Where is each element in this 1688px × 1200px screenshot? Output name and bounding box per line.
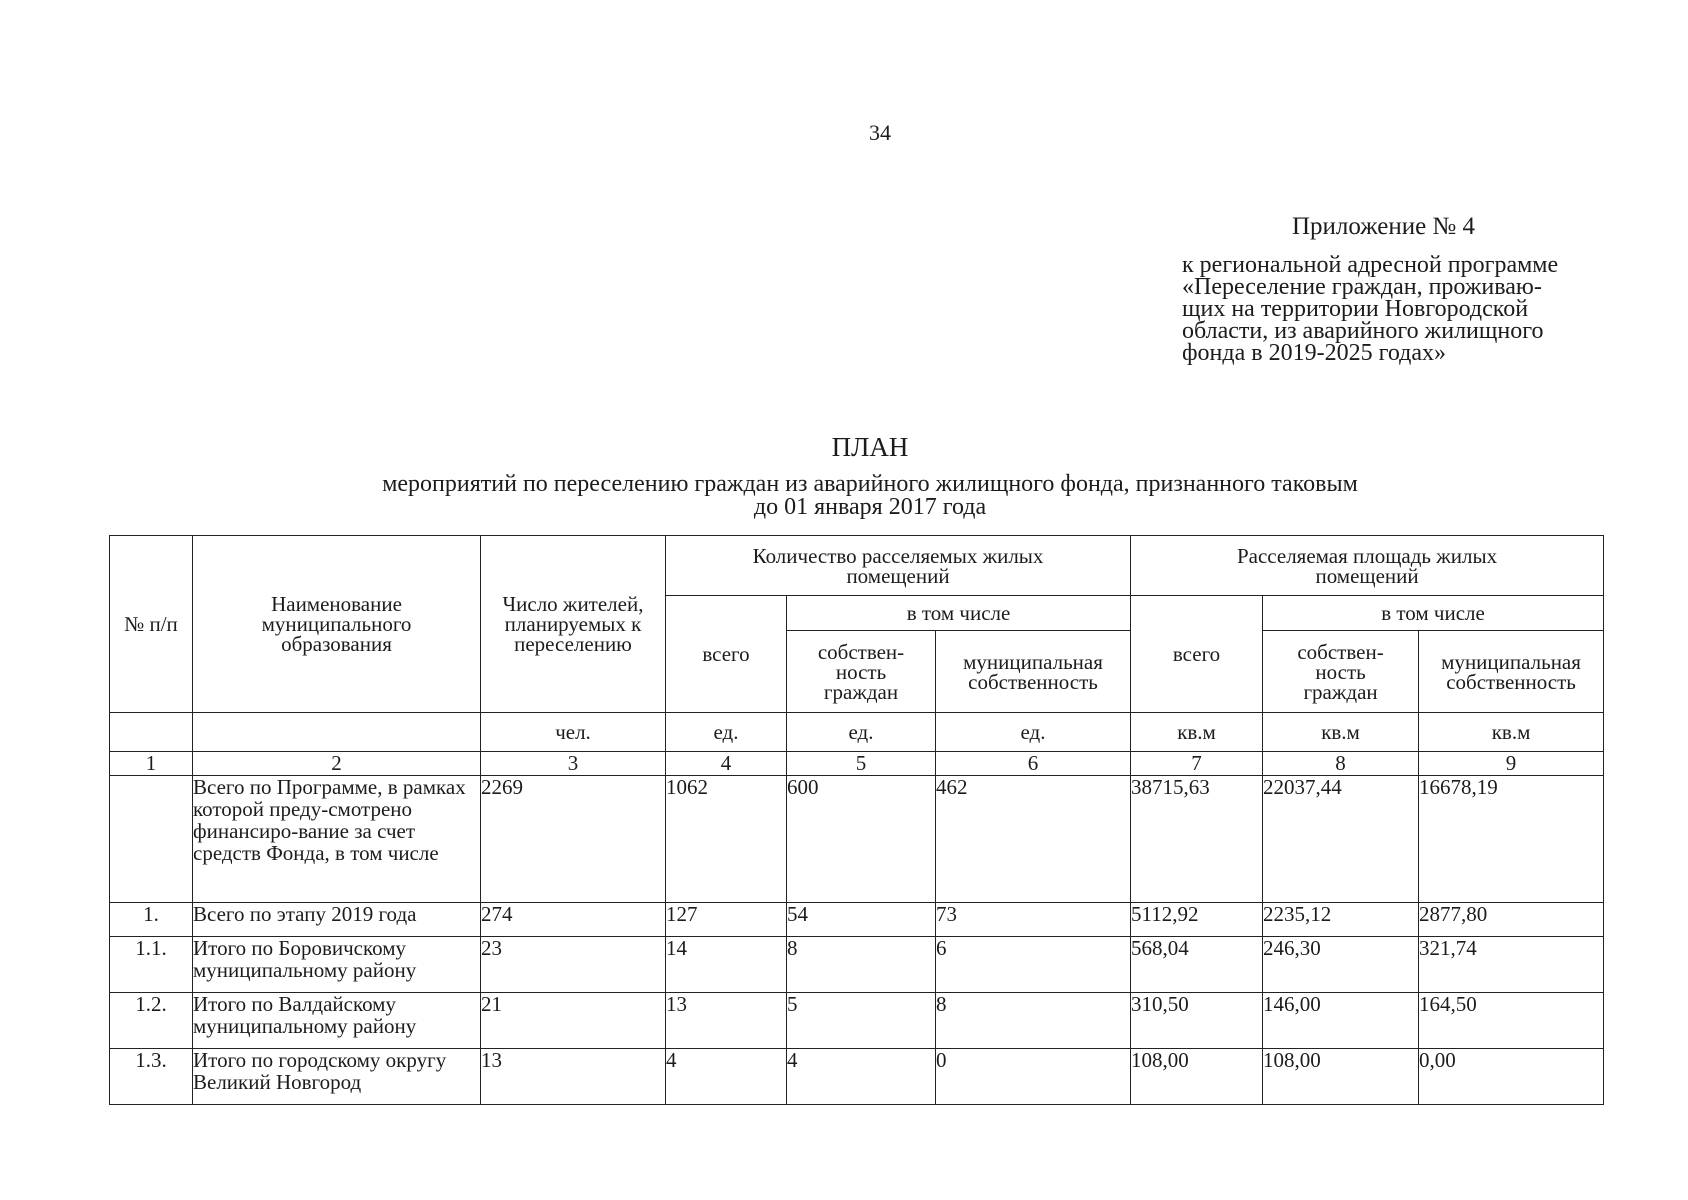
header-area-incl: в том числе (1263, 596, 1604, 631)
column-number: 1 (110, 752, 193, 776)
header-area-group-text: Расселяемая площадь жилых помещений (1236, 543, 1498, 588)
unit-cell (110, 713, 193, 752)
row-qty-total: 127 (666, 903, 787, 937)
table-row (110, 903, 1604, 937)
row-area-total: 5112,92 (1131, 903, 1263, 937)
column-number: 6 (936, 752, 1131, 776)
appendix-line: «Переселение граждан, проживаю- (1182, 274, 1542, 300)
row-area-municipal: 321,74 (1419, 937, 1604, 993)
header-name (193, 536, 481, 713)
unit-cell: ед. (666, 713, 787, 752)
row-area-private: 108,00 (1263, 1049, 1419, 1105)
row-area-total: 108,00 (1131, 1049, 1263, 1105)
row-area-municipal: 0,00 (1419, 1049, 1604, 1105)
row-qty-municipal: 462 (936, 776, 1131, 903)
row-residents: 21 (481, 993, 666, 1049)
row-qty-municipal: 0 (936, 1049, 1131, 1105)
header-area-municipal (1419, 631, 1604, 713)
appendix-block (1182, 213, 1622, 366)
header-qty-group-text: Количество расселяемых жилых помещений (752, 543, 1044, 588)
appendix-line: фонда в 2019-2025 годах» (1182, 340, 1446, 366)
row-name: Итого по Боровичскому муниципальному району (193, 937, 481, 993)
column-number: 7 (1131, 752, 1263, 776)
row-area-private: 246,30 (1263, 937, 1419, 993)
unit-cell: ед. (787, 713, 936, 752)
row-qty-municipal: 6 (936, 937, 1131, 993)
row-area-total: 38715,63 (1131, 776, 1263, 903)
row-area-municipal: 2877,80 (1419, 903, 1604, 937)
units-row (110, 713, 1604, 752)
header-area-group (1131, 536, 1604, 596)
row-name: Всего по Программе, в рамках которой преду-смотрено финансиро-вание за счет средств Фонда, в том числе (193, 776, 481, 903)
unit-cell: чел. (481, 713, 666, 752)
row-residents: 13 (481, 1049, 666, 1105)
row-number: 1.3. (110, 1049, 193, 1105)
column-number: 4 (666, 752, 787, 776)
row-name: Итого по Валдайскому муниципальному району (193, 993, 481, 1049)
row-name: Всего по этапу 2019 года (193, 903, 481, 937)
column-number: 8 (1263, 752, 1419, 776)
unit-cell: кв.м (1263, 713, 1419, 752)
header-qty-group (666, 536, 1131, 596)
column-number: 2 (193, 752, 481, 776)
row-number (110, 776, 193, 903)
header-area-private (1263, 631, 1419, 713)
appendix-line: щих на территории Новгородской (1182, 296, 1529, 322)
row-residents: 23 (481, 937, 666, 993)
row-name: Итого по городскому округу Великий Новгород (193, 1049, 481, 1105)
page-number: 34 (869, 120, 891, 145)
row-area-total: 310,50 (1131, 993, 1263, 1049)
resettlement-plan-table (109, 535, 1604, 1105)
header-qty-private-text: собствен-ность граждан (817, 639, 905, 704)
table-row (110, 1049, 1604, 1105)
row-area-private: 22037,44 (1263, 776, 1419, 903)
unit-cell (193, 713, 481, 752)
row-qty-private: 8 (787, 937, 936, 993)
plan-subtitle-line: до 01 января 2017 года (753, 494, 987, 520)
table-row (110, 937, 1604, 993)
row-qty-municipal: 73 (936, 903, 1131, 937)
row-number: 1.1. (110, 937, 193, 993)
row-qty-private: 600 (787, 776, 936, 903)
appendix-line: области, из аварийного жилищного (1182, 318, 1544, 344)
appendix-title: Приложение № 4 (1292, 213, 1476, 240)
header-num (110, 536, 193, 713)
header-qty-incl: в том числе (787, 596, 1131, 631)
row-qty-private: 4 (787, 1049, 936, 1105)
column-number: 3 (481, 752, 666, 776)
row-residents: 274 (481, 903, 666, 937)
header-qty-total: всего (666, 596, 787, 713)
unit-cell: кв.м (1131, 713, 1263, 752)
header-area-total: всего (1131, 596, 1263, 713)
column-number: 9 (1419, 752, 1604, 776)
row-qty-total: 4 (666, 1049, 787, 1105)
row-area-private: 146,00 (1263, 993, 1419, 1049)
header-qty-municipal (936, 631, 1131, 713)
header-area-municipal-text: муниципальная собственность (1441, 649, 1581, 694)
row-qty-municipal: 8 (936, 993, 1131, 1049)
row-area-municipal: 164,50 (1419, 993, 1604, 1049)
row-qty-total: 13 (666, 993, 787, 1049)
header-residents (481, 536, 666, 713)
row-area-total: 568,04 (1131, 937, 1263, 993)
plan-heading (200, 432, 1540, 519)
header-qty-municipal-text: муниципальная собственность (963, 649, 1103, 694)
plan-title: ПЛАН (831, 432, 909, 462)
header-area-private-text: собствен-ность граждан (1297, 639, 1384, 704)
appendix-line: к региональной адресной программе (1182, 252, 1559, 278)
plan-subtitle-line: мероприятий по переселению граждан из аварийного жилищного фонда, признанного таковым (382, 471, 1358, 497)
table-row (110, 993, 1604, 1049)
column-number: 5 (787, 752, 936, 776)
row-residents: 2269 (481, 776, 666, 903)
header-name-text: Наименование муниципального образования (261, 592, 412, 656)
row-area-private: 2235,12 (1263, 903, 1419, 937)
column-number-row (110, 752, 1604, 776)
header-qty-private (787, 631, 936, 713)
header-num-text: № п/п (124, 612, 178, 636)
unit-cell: кв.м (1419, 713, 1604, 752)
header-residents-text: Число жителей, планируемых к переселению (502, 592, 644, 656)
row-number: 1.2. (110, 993, 193, 1049)
row-qty-total: 14 (666, 937, 787, 993)
row-area-municipal: 16678,19 (1419, 776, 1604, 903)
row-number: 1. (110, 903, 193, 937)
unit-cell: ед. (936, 713, 1131, 752)
row-qty-private: 54 (787, 903, 936, 937)
row-qty-private: 5 (787, 993, 936, 1049)
row-qty-total: 1062 (666, 776, 787, 903)
table-row (110, 776, 1604, 903)
